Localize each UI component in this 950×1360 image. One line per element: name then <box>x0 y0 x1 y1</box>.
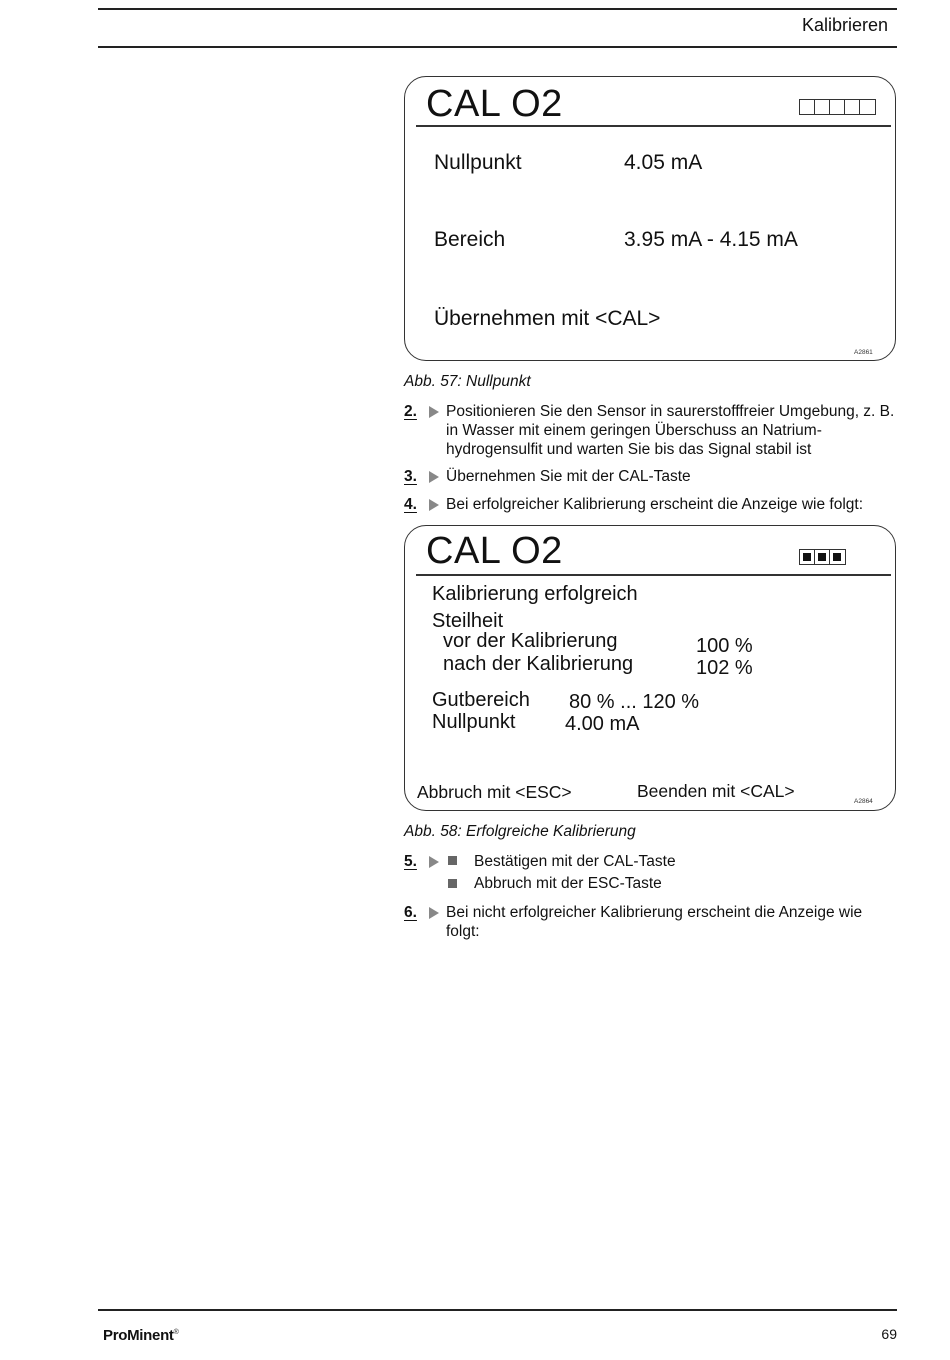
logo-text: ProMinent <box>103 1327 174 1344</box>
good-range-label: Gutbereich <box>432 689 530 711</box>
step-6 <box>404 903 898 943</box>
zero-point-value: 4.00 mA <box>565 713 640 735</box>
step-3 <box>404 467 898 487</box>
step-text: Bei nicht erfolgreicher Kalibrierung erscheint die Anzeige wie folgt: <box>446 904 863 940</box>
header-bottom-rule <box>98 46 897 48</box>
step-arrow-icon <box>429 499 439 511</box>
step-arrow-icon <box>429 856 439 868</box>
step-4 <box>404 495 898 515</box>
zero-point-label: Nullpunkt <box>434 151 522 174</box>
accept-hint: Übernehmen mit <CAL> <box>434 307 661 330</box>
calibration-display-success <box>404 525 896 811</box>
figure-id: A2861 <box>854 349 873 356</box>
abort-hint: Abbruch mit <ESC> <box>417 782 572 802</box>
figure-caption: Abb. 57: Nullpunkt <box>404 373 531 390</box>
status-box <box>845 100 860 114</box>
status-box-filled <box>815 550 830 564</box>
status-box <box>800 100 815 114</box>
footer-rule <box>98 1309 897 1311</box>
page-number: 69 <box>881 1326 897 1342</box>
square-bullet-icon <box>448 856 457 865</box>
calibration-status: Kalibrierung erfolgreich <box>432 583 638 605</box>
range-label: Bereich <box>434 228 506 251</box>
step-text: Positionieren Sie den Sensor in saurerstofffreier Umgebung, z. B. in Wasser mit einem geringen Überschuss an Natrium-hydrogensulfit und warten Sie bis das Signal stabil ist <box>446 403 895 458</box>
step-5 <box>404 852 898 896</box>
step-number: 2. <box>404 403 417 420</box>
zero-point-label: Nullpunkt <box>432 711 516 733</box>
step-number: 3. <box>404 468 417 485</box>
step-arrow-icon <box>429 406 439 418</box>
step-arrow-icon <box>429 471 439 483</box>
figure-caption: Abb. 58: Erfolgreiche Kalibrierung <box>404 823 636 840</box>
registered-mark: ® <box>173 1329 179 1336</box>
bullet-item: Bestätigen mit der CAL-Taste <box>474 853 676 870</box>
step-text: Übernehmen Sie mit der CAL-Taste <box>446 468 691 485</box>
step-2 <box>404 402 898 462</box>
step-number: 6. <box>404 904 417 921</box>
status-boxes <box>799 99 876 115</box>
status-box <box>860 100 875 114</box>
slope-label: Steilheit <box>432 610 504 632</box>
prominent-logo <box>103 1327 179 1344</box>
step-arrow-icon <box>429 907 439 919</box>
calibration-display-zero-point <box>404 76 896 361</box>
status-box <box>830 100 845 114</box>
status-boxes <box>799 549 846 565</box>
slope-after-label: nach der Kalibrierung <box>443 653 634 675</box>
display-divider <box>416 125 891 127</box>
zero-point-value: 4.05 mA <box>624 151 703 174</box>
square-bullet-icon <box>448 879 457 888</box>
range-value: 3.95 mA - 4.15 mA <box>624 228 798 251</box>
slope-after-value: 102 % <box>696 657 753 679</box>
finish-hint: Beenden mit <CAL> <box>637 781 795 801</box>
step-number: 5. <box>404 853 417 870</box>
step-number: 4. <box>404 496 417 513</box>
display-title: CAL O2 <box>426 530 563 572</box>
slope-before-value: 100 % <box>696 635 753 657</box>
section-title: Kalibrieren <box>801 15 888 35</box>
bullet-item: Abbruch mit der ESC-Taste <box>474 875 662 892</box>
display-title: CAL O2 <box>426 83 563 125</box>
status-box <box>815 100 830 114</box>
slope-before-label: vor der Kalibrierung <box>443 630 618 652</box>
status-box-filled <box>800 550 815 564</box>
status-box-filled <box>830 550 845 564</box>
header-top-rule <box>98 8 897 10</box>
step-text: Bei erfolgreicher Kalibrierung erscheint die Anzeige wie folgt: <box>446 496 864 513</box>
good-range-value: 80 % ... 120 % <box>569 691 700 713</box>
figure-id: A2864 <box>854 798 873 805</box>
display-divider <box>416 574 891 576</box>
